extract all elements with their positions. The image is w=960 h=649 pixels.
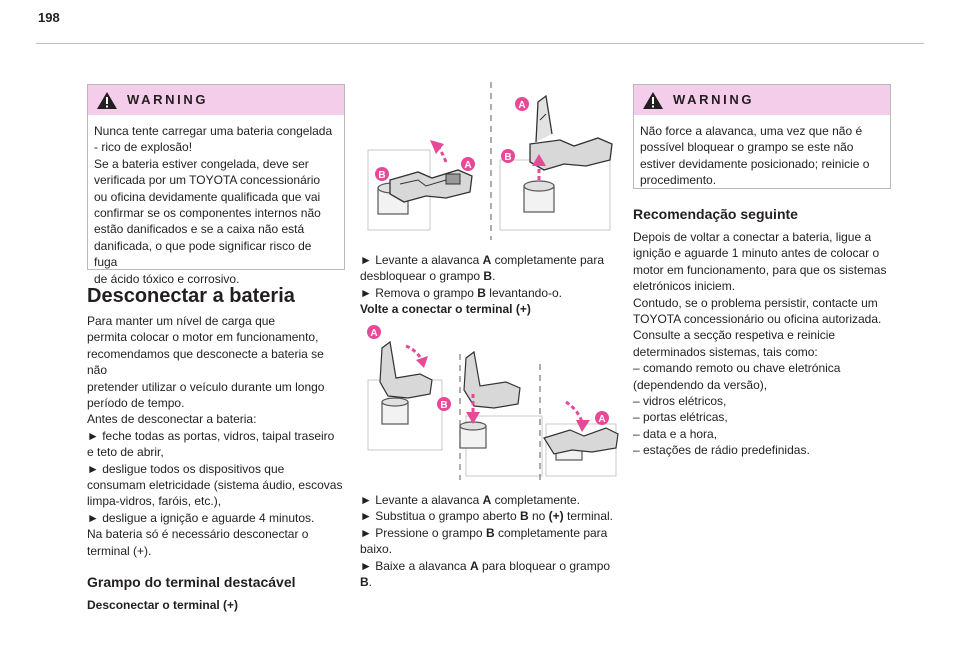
warning-line: de ácido tóxico e corrosivo. <box>94 271 240 286</box>
body-line: ignição e aguarde 1 minuto antes de colocar o <box>633 246 880 261</box>
section-title-terminal-clamp: Grampo do terminal destacável <box>87 574 296 591</box>
steps-reconnect <box>360 492 622 590</box>
callout-label: B <box>504 152 512 163</box>
page-number: 198 <box>38 10 60 25</box>
warning-header <box>88 85 344 115</box>
warning-box <box>633 84 891 189</box>
steps-disconnect <box>360 252 622 318</box>
step-line: baixo. <box>360 542 393 557</box>
column-left <box>87 84 345 614</box>
body-line: determinados sistemas, tais como: <box>633 344 818 359</box>
body-line: Para manter um nível de carga que <box>87 314 276 328</box>
warning-line: ou oficina devidamente qualificada que vai <box>94 189 321 204</box>
body-line: e teto de abrir, <box>87 445 164 460</box>
warning-header <box>634 85 890 115</box>
section-body-recommendation <box>633 229 891 459</box>
subheading-reconnect-terminal: Volte a conectar o terminal (+) <box>360 302 531 317</box>
body-line: recomendamos que desconecte a bateria se não <box>87 346 324 378</box>
warning-triangle-icon <box>642 91 664 110</box>
warning-line: danificada, o que pode significar risco de fuga <box>94 238 312 270</box>
warning-title: WARNING <box>127 91 209 107</box>
subheading-disconnect-terminal: Desconectar o terminal (+) <box>87 598 239 613</box>
body-line: terminal (+). <box>87 543 152 558</box>
warning-line: confirmar se os componentes internos não <box>94 206 321 221</box>
callout-label: A <box>370 328 378 339</box>
callout-label: B <box>378 170 386 181</box>
body-line: – portas elétricas, <box>633 410 728 425</box>
section-body-disconnect <box>87 313 345 559</box>
body-line: limpa-vidros, faróis, etc.), <box>87 494 222 509</box>
body-line: TOYOTA concessionário ou oficina autorizada. <box>633 312 882 327</box>
header-rule <box>36 43 924 44</box>
step-line: ► Levante a alavanca A completamente para <box>360 253 605 267</box>
warning-line: - rico de explosão! <box>94 140 193 155</box>
body-line: – data e a hora, <box>633 426 718 441</box>
body-line: – vidros elétricos, <box>633 394 727 409</box>
body-line: ► desligue a ignição e aguarde 4 minutos. <box>87 510 315 525</box>
warning-triangle-icon <box>96 91 118 110</box>
warning-line: Nunca tente carregar uma bateria congelada <box>94 124 333 138</box>
callout-label: A <box>518 100 526 111</box>
warning-line: estiver devidamente posicionado; reinicie o <box>640 156 870 171</box>
warning-text <box>88 115 344 296</box>
warning-box <box>87 84 345 286</box>
body-line: ► desligue todos os dispositivos que <box>87 461 285 476</box>
callout-label: A <box>598 414 606 425</box>
warning-line: Não force a alavanca, uma vez que não é <box>640 124 863 138</box>
step-line: B. <box>360 575 373 590</box>
section-title-disconnect: Desconectar a bateria <box>87 285 295 307</box>
body-line: Na bateria só é necessário desconectar o <box>87 527 309 542</box>
warning-title: WARNING <box>673 91 755 107</box>
callout-label: A <box>464 160 472 171</box>
body-line: motor em funcionamento, para que os sistemas <box>633 262 887 277</box>
step-line: desbloquear o grampo B. <box>360 269 496 284</box>
body-line: pretender utilizar o veículo durante um longo <box>87 379 325 394</box>
body-line: – estações de rádio predefinidas. <box>633 443 810 458</box>
step-line: ► Levante a alavanca A completamente. <box>360 493 581 507</box>
warning-line: verificada por um TOYOTA concessionário <box>94 173 321 188</box>
warning-line: possível bloquear o grampo se este não <box>640 140 854 155</box>
body-line: período de tempo. <box>87 396 185 411</box>
warning-line: Se a bateria estiver congelada, deve ser <box>94 156 309 171</box>
body-line: eletrónicos iniciem. <box>633 279 736 294</box>
body-line: Contudo, se o problema persistir, contacte um <box>633 295 878 310</box>
body-line: permita colocar o motor em funcionamento, <box>87 330 319 345</box>
warning-line: estão danificados e se a caixa não está <box>94 222 305 237</box>
figure-remove-clamp <box>360 80 622 248</box>
figure-reconnect-clamp <box>360 320 622 486</box>
body-line: ► feche todas as portas, vidros, taipal traseiro <box>87 428 335 443</box>
body-line: (dependendo da versão), <box>633 377 768 392</box>
body-line: consumam eletricidade (sistema áudio, escovas <box>87 478 343 493</box>
section-title-recommendation: Recomendação seguinte <box>633 206 798 222</box>
step-line: ► Substitua o grampo aberto B no (+) terminal. <box>360 509 614 524</box>
column-right <box>633 84 891 459</box>
body-line: Depois de voltar a conectar a bateria, ligue a <box>633 230 872 244</box>
body-line: – comando remoto ou chave eletrónica <box>633 361 841 376</box>
warning-line: procedimento. <box>640 173 717 188</box>
step-line: ► Baixe a alavanca A para bloquear o grampo <box>360 558 611 573</box>
step-line: ► Pressione o grampo B completamente para <box>360 525 608 540</box>
callout-label: B <box>440 400 448 411</box>
body-line: Consulte a secção respetiva e reinicie <box>633 328 836 343</box>
body-line: Antes de desconectar a bateria: <box>87 412 257 427</box>
step-line: ► Remova o grampo B levantando-o. <box>360 285 562 300</box>
warning-text <box>634 115 890 198</box>
